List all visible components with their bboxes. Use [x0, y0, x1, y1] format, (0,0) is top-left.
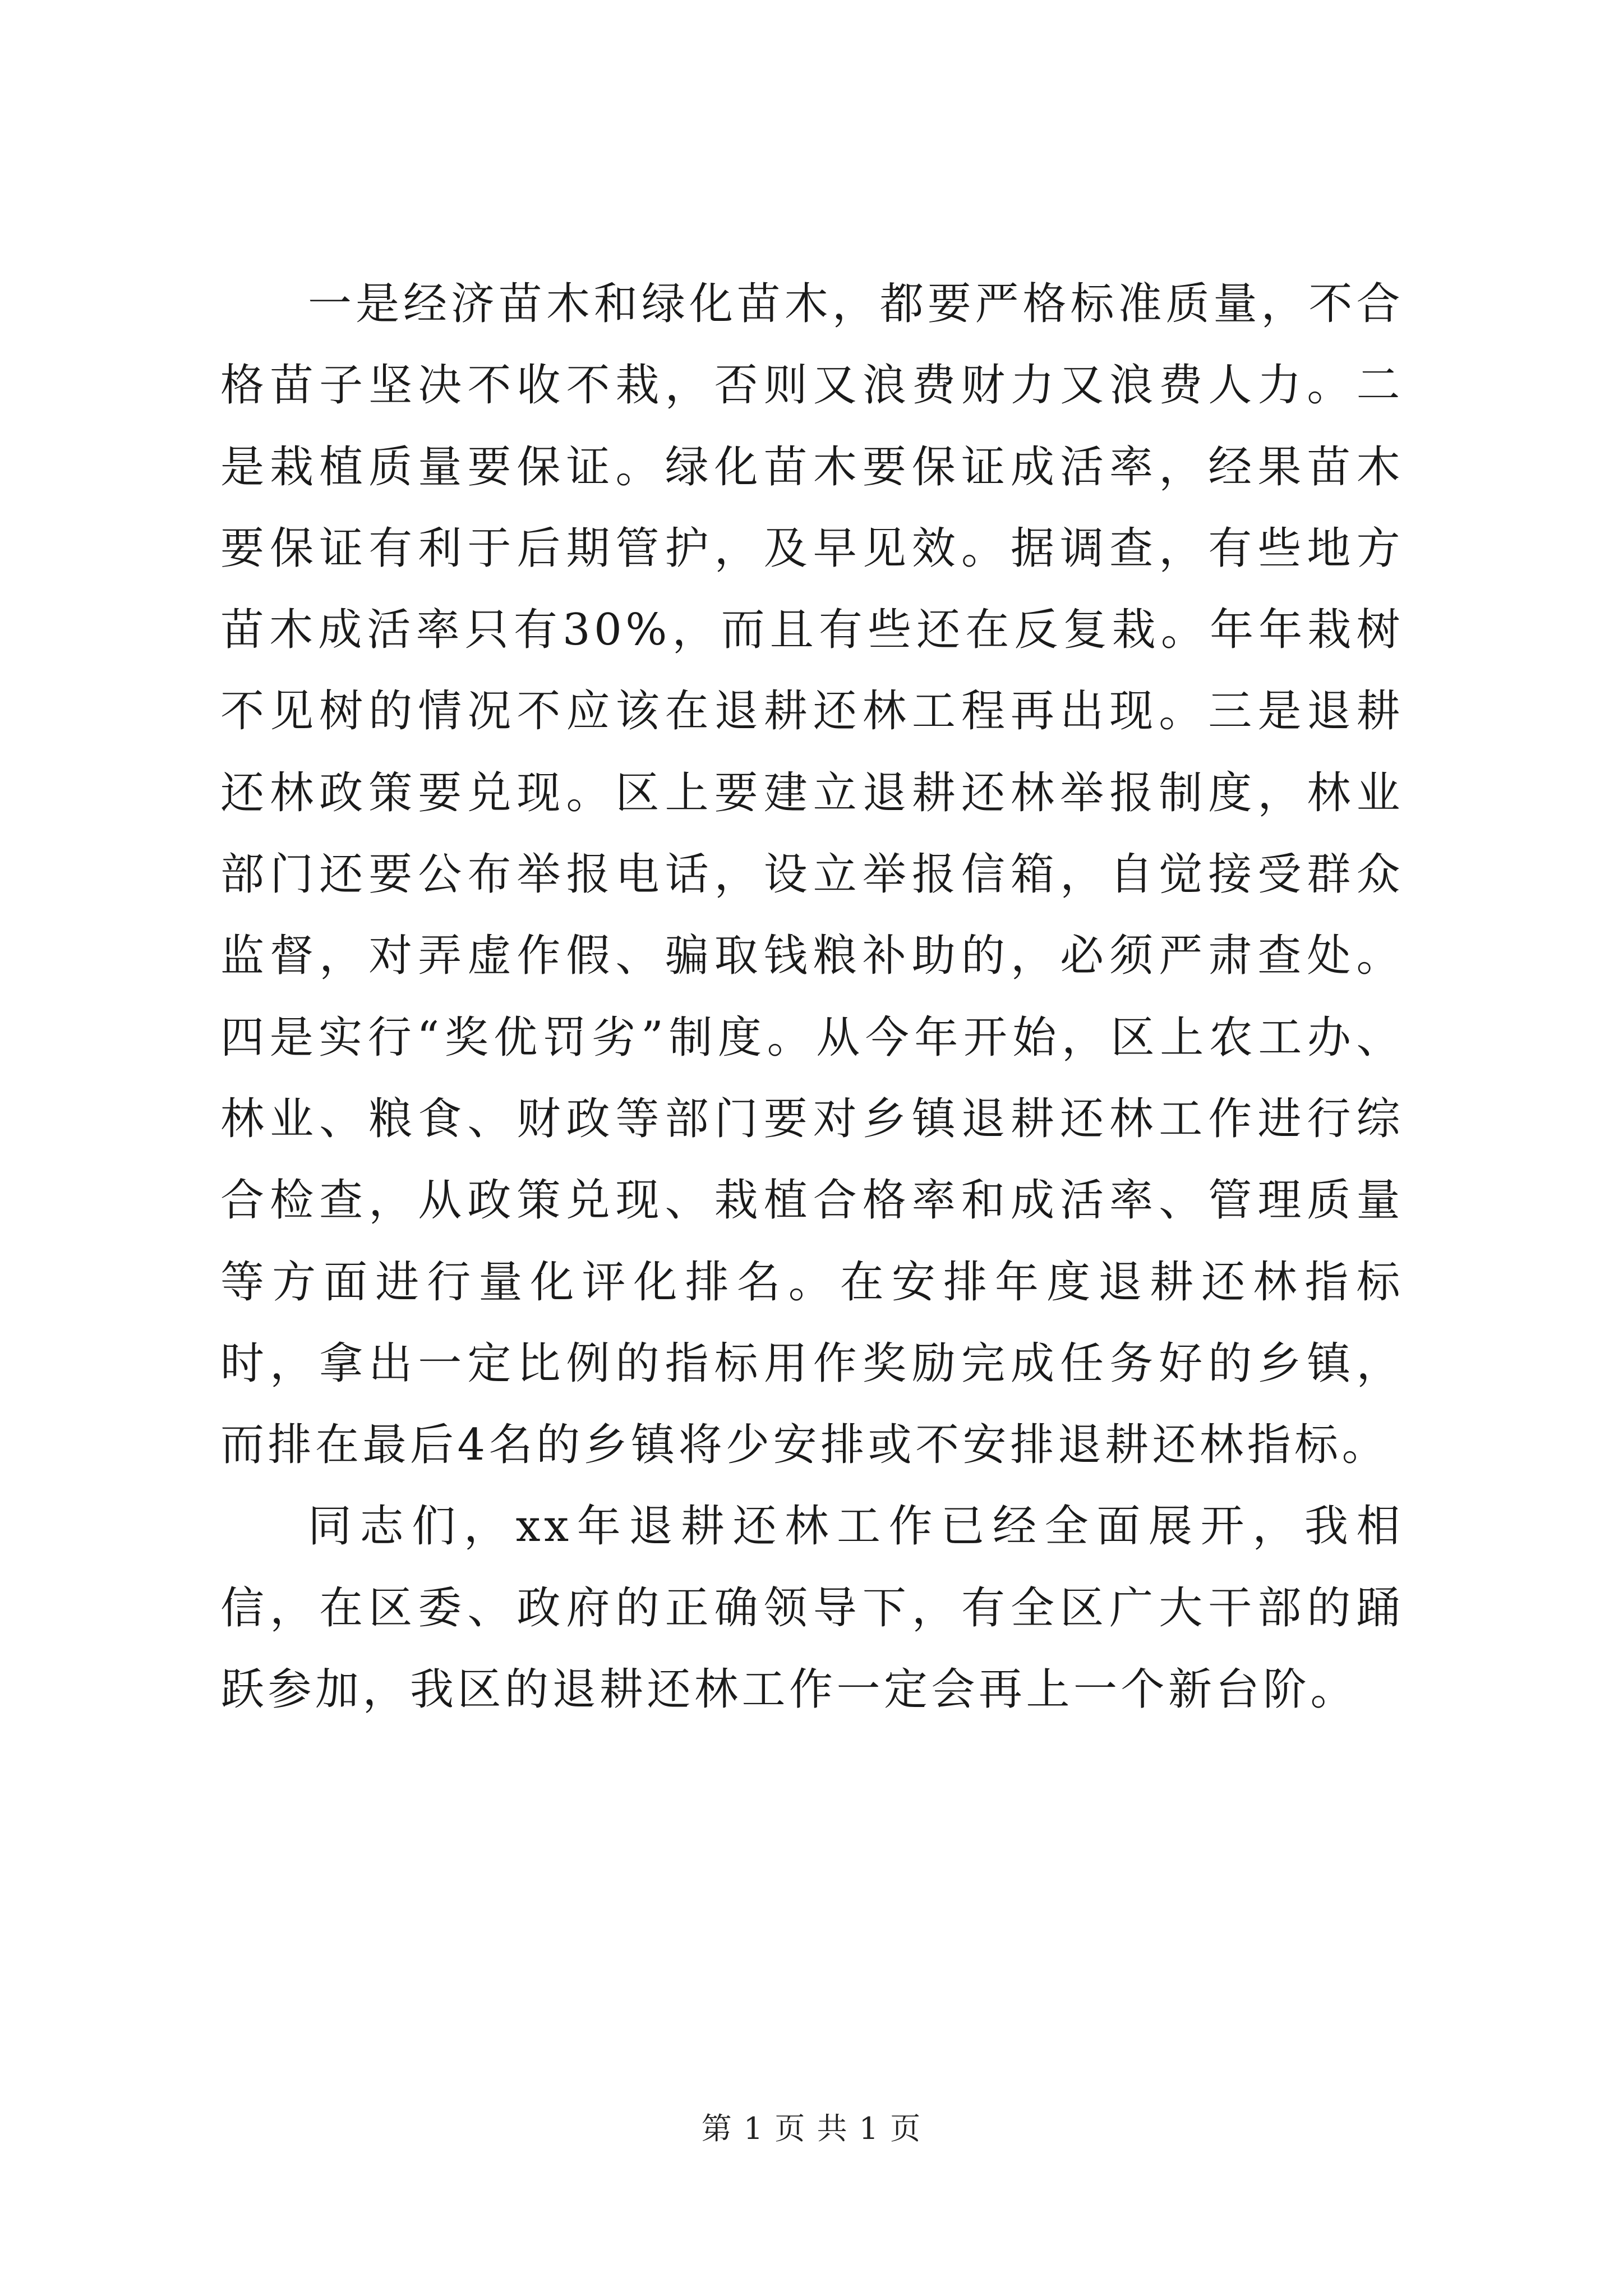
document-body — [220, 264, 1404, 1731]
page-footer: 第 1 页 共 1 页 — [701, 2111, 922, 2146]
paragraph-1: 一是经济苗木和绿化苗木，都要严格标准质量，不合格苗子坚决不收不栽，否则又浪费财力又浪费人力。二是栽植质量要保证。绿化苗木要保证成活率，经果苗木要保证有利于后期管护，及早见效。据调查，有些地方苗木成活率只有30%，而且有些还在反复栽。年年栽树不见树的情况不应该在退耕还林工程再出现。三是退耕还林政策要兑现。区上要建立退耕还林举报制度，林业部门还要公布举报电话，设立举报信箱，自觉接受群众监督，对弄虚作假、骗取钱粮补助的，必须严肃查处。四是实行“奖优罚劣”制度。从今年开始，区上农工办、林业、粮食、财政等部门要对乡镇退耕还林工作进行综合检查，从政策兑现、栽植合格率和成活率、管理质量等方面进行量化评化排名。在安排年度退耕还林指标时，拿出一定比例的指标用作奖励完成任务好的乡镇，而排在最后4名的乡镇将少安排或不安排退耕还林指标。 — [220, 279, 1404, 1471]
paragraph-2: 同志们，xx年退耕还林工作已经全面展开，我相信，在区委、政府的正确领导下，有全区广大干部的踊跃参加，我区的退耕还林工作一定会再上一个新台阶。 — [220, 1501, 1404, 1715]
